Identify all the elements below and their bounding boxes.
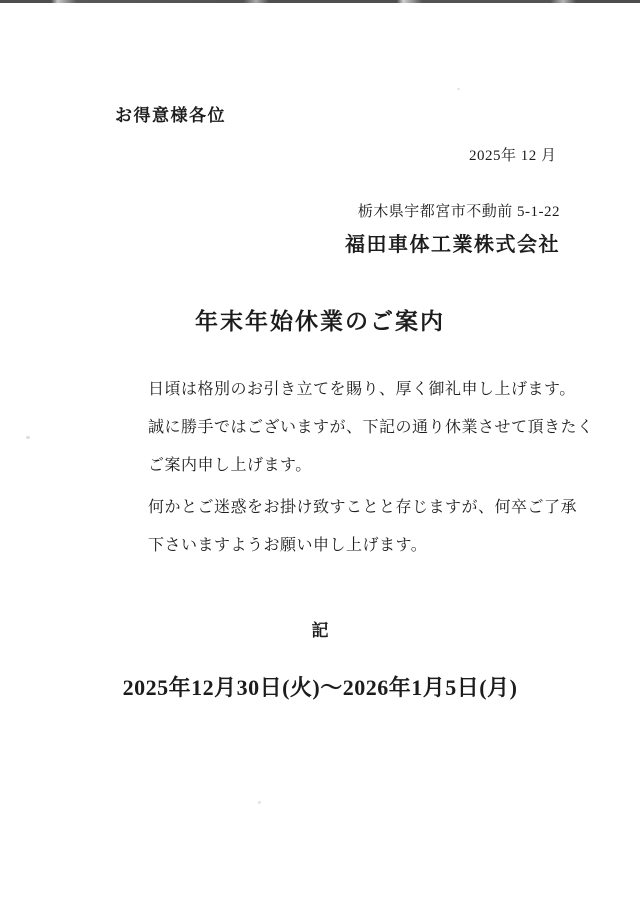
- scan-speck: [26, 436, 30, 439]
- body-text: [148, 379, 594, 573]
- body-line: 誠に勝手ではございますが、下記の通り休業させて頂きたく: [148, 419, 594, 436]
- document-title: 年末年始休業のご案内: [195, 309, 445, 334]
- sender-block: [345, 200, 560, 257]
- body-line: 下さいますようお願い申し上げます。: [148, 537, 428, 554]
- sender-address: 栃木県宇都宮市不動前 5-1-22: [357, 204, 560, 220]
- holiday-period: 2025年12月30日(火)～2026年1月5日(月): [122, 675, 518, 700]
- scan-edge-artifact: [0, 0, 640, 3]
- body-line: ご案内申し上げます。: [148, 457, 312, 474]
- scan-speck: [457, 88, 460, 90]
- body-line: 日頃は格別のお引き立てを賜り、厚く御礼申し上げます。: [148, 381, 576, 398]
- sender-company-name: 福田車体工業株式会社: [345, 234, 560, 256]
- scan-speck: [258, 801, 261, 804]
- body-line: 何かとご迷惑をお掛け致すことと存じますが、何卒ご了承: [148, 499, 578, 516]
- salutation: お得意様各位: [115, 106, 226, 125]
- issue-date: 2025年 12 月: [469, 148, 557, 164]
- record-marker: 記: [311, 621, 329, 640]
